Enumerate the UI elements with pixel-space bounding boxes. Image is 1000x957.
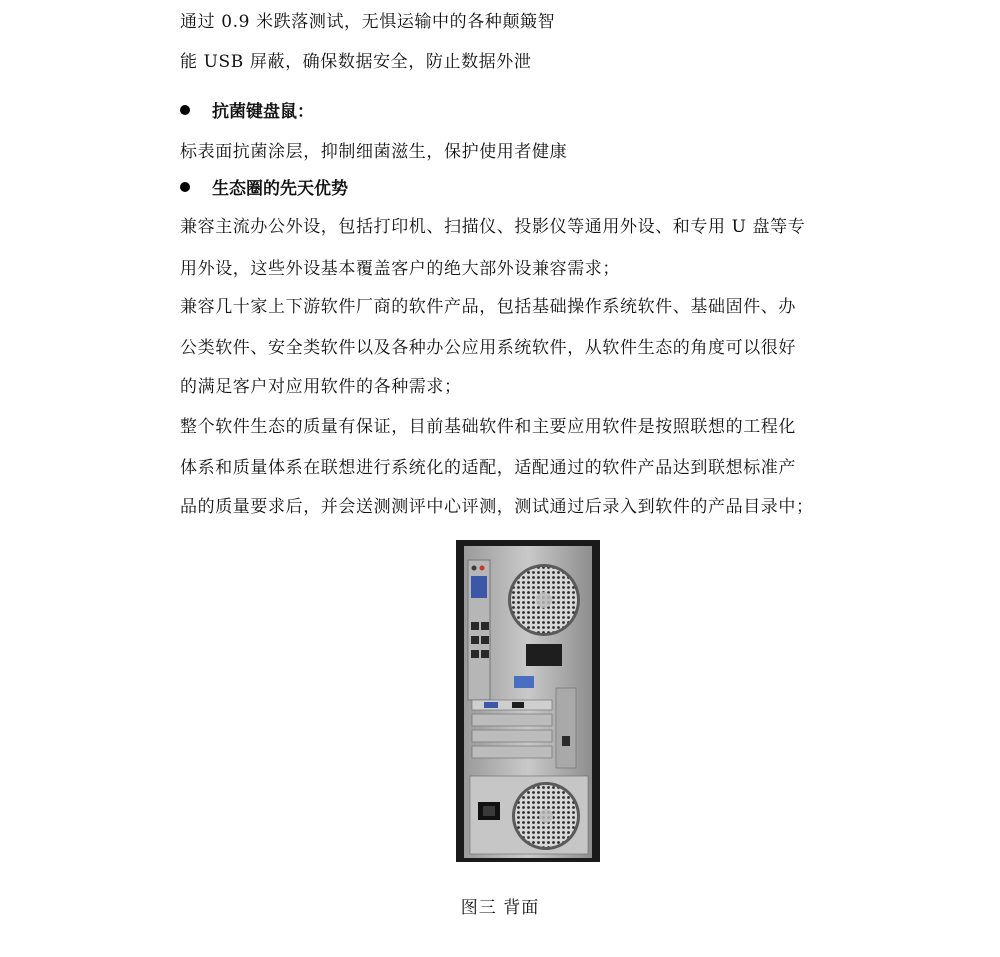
text-line: 体系和质量体系在联想进行系统化的适配，适配通过的软件产品达到联想标准产 — [180, 458, 796, 478]
pc-rear-photo — [456, 540, 600, 862]
text-line: 通过 0.9 米跌落测试，无惧运输中的各种颠簸智 — [180, 12, 556, 32]
text-line: 公类软件、安全类软件以及各种办公应用系统软件，从软件生态的角度可以很好 — [180, 338, 796, 358]
text-line: 标表面抗菌涂层，抑制细菌滋生，保护使用者健康 — [180, 142, 568, 162]
figure-caption: 图三 背面 — [460, 898, 540, 918]
text-line: 整个软件生态的质量有保证，目前基础软件和主要应用软件是按照联想的工程化 — [180, 417, 796, 437]
text-line: 品的质量要求后，并会送测测评中心评测，测试通过后录入到软件的产品目录中； — [180, 497, 814, 517]
text-line: 用外设，这些外设基本覆盖客户的绝大部外设兼容需求； — [180, 259, 620, 279]
text-line: 能 USB 屏蔽，确保数据安全，防止数据外泄 — [180, 52, 532, 72]
bullet-heading-text: 抗菌键盘鼠： — [212, 102, 314, 122]
text-line: 兼容主流办公外设，包括打印机、扫描仪、投影仪等通用外设、和专用 U 盘等专 — [180, 217, 806, 237]
bullet-dot-icon — [180, 105, 190, 115]
bullet-heading-ecosystem — [180, 177, 348, 201]
bullet-heading-antibacterial — [180, 100, 314, 124]
text-line: 兼容几十家上下游软件厂商的软件产品，包括基础操作系统软件、基础固件、办 — [180, 297, 796, 317]
bullet-dot-icon — [180, 182, 190, 192]
text-line: 的满足客户对应用软件的各种需求； — [180, 377, 462, 397]
bullet-heading-text: 生态圈的先天优势 — [212, 179, 348, 199]
